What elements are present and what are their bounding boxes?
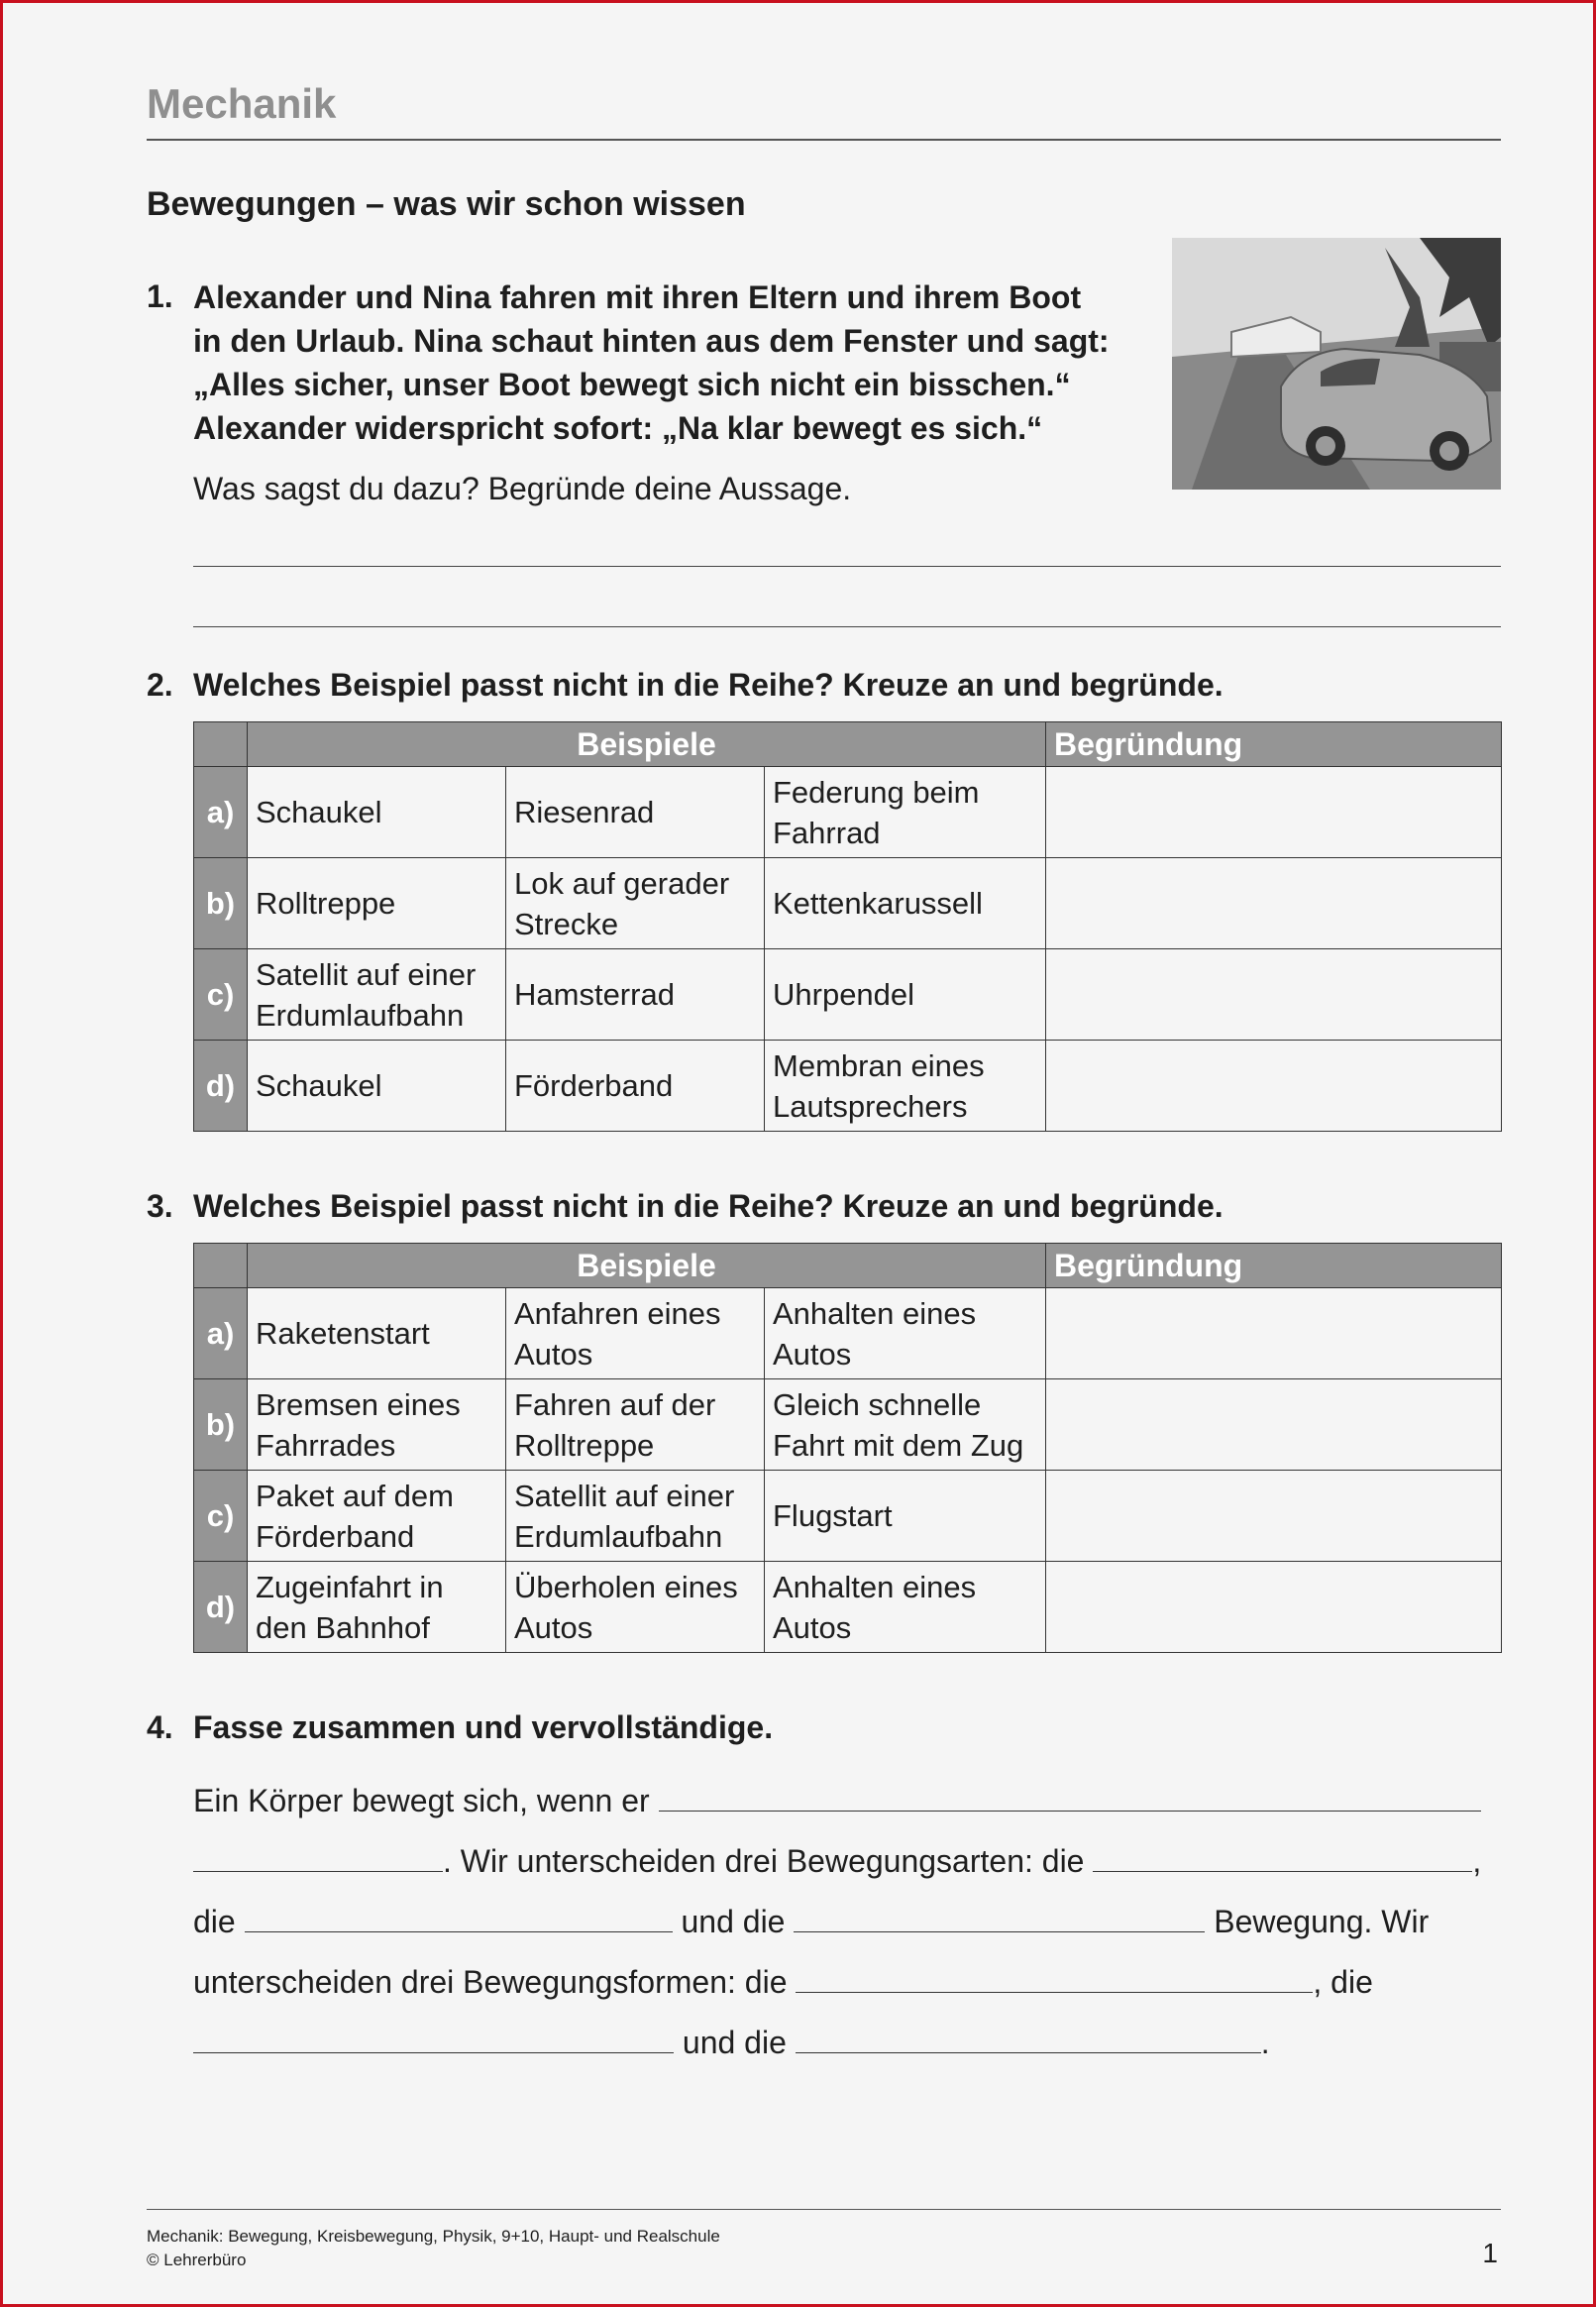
cloze-text-4: die [193, 1904, 236, 1939]
task3-prompt: Welches Beispiel passt nicht in die Reihe? Kreuze an und begründe. [193, 1188, 1224, 1224]
example-cell[interactable]: Bremsen eines Fahrrades [248, 1379, 506, 1471]
cloze-text-9: und die [682, 2025, 787, 2060]
blank-field-2[interactable] [193, 1839, 443, 1872]
table-row [194, 1379, 1502, 1471]
task3-table [193, 1243, 1502, 1653]
cloze-line-1 [193, 1771, 1511, 1831]
reason-cell[interactable] [1046, 1562, 1502, 1653]
example-cell[interactable]: Förderband [506, 1041, 765, 1132]
example-cell[interactable]: Membran eines Lautsprechers [765, 1041, 1046, 1132]
example-cell[interactable]: Schaukel [248, 1041, 506, 1132]
task1-line-3: „Alles sicher, unser Boot bewegt sich nicht ein bisschen.“ [193, 367, 1071, 402]
row-label: d) [194, 1041, 248, 1132]
cloze-text-3: , [1472, 1843, 1482, 1879]
task3-number: 3. [147, 1188, 173, 1224]
task2-number: 2. [147, 667, 173, 703]
header-reason: Begründung [1046, 1244, 1502, 1288]
task1-line-4: Alexander widerspricht sofort: „Na klar bewegt es sich.“ [193, 410, 1043, 446]
example-cell[interactable]: Federung beim Fahrrad [765, 767, 1046, 858]
task3-header-row [194, 1244, 1502, 1288]
answer-line-1[interactable] [193, 566, 1501, 567]
table-row [194, 1041, 1502, 1132]
task4-number: 4. [147, 1709, 173, 1745]
page-number: 1 [1482, 2238, 1498, 2268]
cloze-text-10: . [1260, 2025, 1270, 2060]
cloze-text-8: , die [1313, 1964, 1373, 2000]
example-cell[interactable]: Riesenrad [506, 767, 765, 858]
corner-cell [194, 722, 248, 767]
task4-prompt: Fasse zusammen und vervollständige. [193, 1709, 774, 1745]
reason-cell[interactable] [1046, 1379, 1502, 1471]
task1-number: 1. [147, 278, 173, 314]
example-cell[interactable]: Flugstart [765, 1471, 1046, 1562]
cloze-text-5: und die [681, 1904, 786, 1939]
section-title: Bewegungen – was wir schon wissen [147, 185, 746, 223]
blank-field-3[interactable] [1093, 1839, 1472, 1872]
reason-cell[interactable] [1046, 767, 1502, 858]
row-label: b) [194, 1379, 248, 1471]
reason-cell[interactable] [1046, 1041, 1502, 1132]
car-with-boat-photo [1172, 238, 1501, 490]
blank-field-7[interactable] [193, 2021, 674, 2053]
cloze-line-4 [193, 1952, 1511, 2013]
row-label: c) [194, 949, 248, 1041]
cloze-line-5 [193, 2013, 1511, 2073]
example-cell[interactable]: Gleich schnelle Fahrt mit dem Zug [765, 1379, 1046, 1471]
example-cell[interactable]: Anhalten eines Autos [765, 1288, 1046, 1379]
blank-field-8[interactable] [796, 2021, 1261, 2053]
table-row [194, 1562, 1502, 1653]
header-rule [147, 139, 1501, 141]
corner-cell [194, 1244, 248, 1288]
table-row [194, 858, 1502, 949]
header-examples: Beispiele [248, 722, 1046, 767]
task2-prompt: Welches Beispiel passt nicht in die Reihe? Kreuze an und begründe. [193, 667, 1224, 703]
example-cell[interactable]: Zugeinfahrt in den Bahnhof [248, 1562, 506, 1653]
table-row [194, 1471, 1502, 1562]
cloze-text-6: Bewegung. Wir [1214, 1904, 1430, 1939]
example-cell[interactable]: Anhalten eines Autos [765, 1562, 1046, 1653]
cloze-text-2: . Wir unterscheiden drei Bewegungsarten: die [443, 1843, 1085, 1879]
blank-field-1[interactable] [659, 1779, 1481, 1812]
footer-rule [147, 2209, 1501, 2210]
task1-question: Was sagst du dazu? Begründe deine Aussage. [193, 471, 852, 506]
example-cell[interactable]: Anfahren eines Autos [506, 1288, 765, 1379]
footer-copyright: © Lehrerbüro [147, 2251, 247, 2269]
table-row [194, 949, 1502, 1041]
table-row [194, 767, 1502, 858]
example-cell[interactable]: Fahren auf der Rolltreppe [506, 1379, 765, 1471]
header-reason: Begründung [1046, 722, 1502, 767]
footer [147, 2225, 720, 2272]
example-cell[interactable]: Satellit auf einer Erdumlaufbahn [506, 1471, 765, 1562]
task1-line-2: in den Urlaub. Nina schaut hinten aus dem Fenster und sagt: [193, 323, 1110, 359]
row-label: b) [194, 858, 248, 949]
cloze-line-2 [193, 1831, 1511, 1892]
reason-cell[interactable] [1046, 858, 1502, 949]
footer-source: Mechanik: Bewegung, Kreisbewegung, Physik, 9+10, Haupt- und Realschule [147, 2227, 720, 2246]
task4-cloze-text [193, 1771, 1511, 2073]
task1-line-1: Alexander und Nina fahren mit ihren Eltern und ihrem Boot [193, 279, 1082, 315]
reason-cell[interactable] [1046, 1288, 1502, 1379]
reason-cell[interactable] [1046, 949, 1502, 1041]
example-cell[interactable]: Uhrpendel [765, 949, 1046, 1041]
cloze-line-3 [193, 1892, 1511, 1952]
row-label: a) [194, 1288, 248, 1379]
blank-field-6[interactable] [796, 1960, 1313, 1993]
blank-field-5[interactable] [794, 1900, 1205, 1932]
example-cell[interactable]: Rolltreppe [248, 858, 506, 949]
example-cell[interactable]: Hamsterrad [506, 949, 765, 1041]
cloze-text-7: unterscheiden drei Bewegungsformen: die [193, 1964, 788, 2000]
blank-field-4[interactable] [245, 1900, 673, 1932]
example-cell[interactable]: Paket auf dem Förderband [248, 1471, 506, 1562]
header-title: Mechanik [147, 80, 337, 127]
row-label: d) [194, 1562, 248, 1653]
cloze-text-1: Ein Körper bewegt sich, wenn er [193, 1783, 650, 1818]
photo-illustration [1172, 238, 1501, 490]
header-examples: Beispiele [248, 1244, 1046, 1288]
table-row [194, 1288, 1502, 1379]
reason-cell[interactable] [1046, 1471, 1502, 1562]
example-cell[interactable]: Kettenkarussell [765, 858, 1046, 949]
row-label: c) [194, 1471, 248, 1562]
example-cell[interactable]: Schaukel [248, 767, 506, 858]
example-cell[interactable]: Raketenstart [248, 1288, 506, 1379]
task2-header-row [194, 722, 1502, 767]
example-cell[interactable]: Überholen eines Autos [506, 1562, 765, 1653]
answer-line-2[interactable] [193, 626, 1501, 627]
task1-text [193, 275, 1110, 450]
row-label: a) [194, 767, 248, 858]
example-cell[interactable]: Lok auf gerader Strecke [506, 858, 765, 949]
task2-table [193, 721, 1502, 1132]
example-cell[interactable]: Satellit auf einer Erdumlaufbahn [248, 949, 506, 1041]
